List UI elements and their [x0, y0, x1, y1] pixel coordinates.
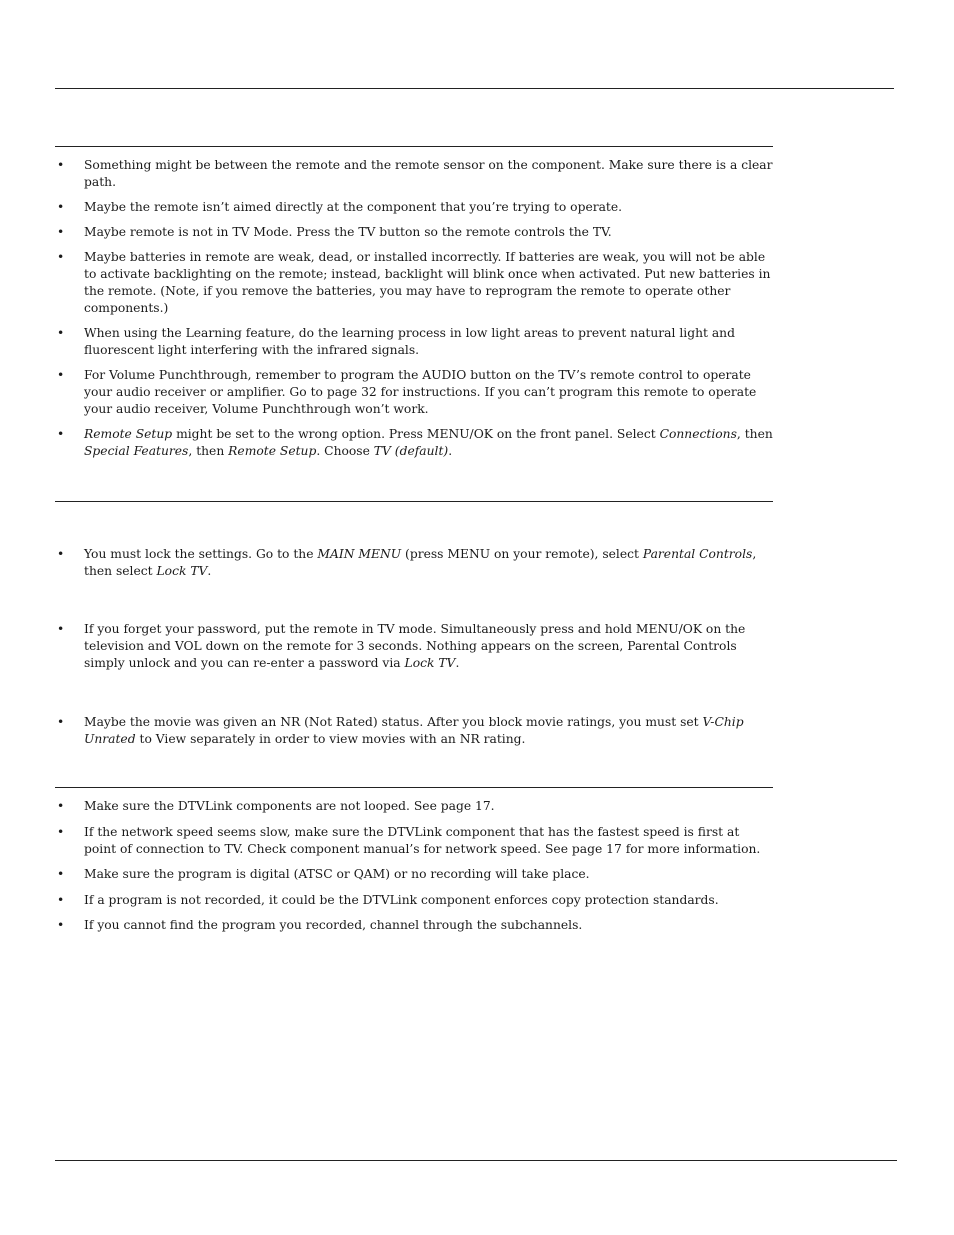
bullet-icon: •	[57, 918, 65, 932]
list-item-text: Make sure the DTVLink components are not looped. See page 17.	[84, 799, 495, 813]
bullet-icon: •	[57, 867, 65, 881]
remote-troubleshooting-list	[55, 157, 773, 468]
bullet-icon: •	[57, 547, 65, 561]
bullet-icon: •	[57, 892, 65, 907]
list-item	[55, 224, 773, 241]
list-item	[55, 621, 773, 672]
section-rule-parental-controls	[55, 501, 773, 502]
list-item	[55, 892, 773, 909]
list-item-text: If a program is not recorded, it could be the DTVLink component enforces copy protection standards.	[84, 892, 719, 907]
list-item-text: You must lock the settings. Go to the MAIN MENU (press MENU on your remote), select Parental Controls, then select Lock TV.	[84, 547, 757, 578]
list-item-text: Maybe the remote isn’t aimed directly at the component that you’re trying to operate.	[84, 200, 623, 214]
list-item	[55, 917, 773, 934]
list-item	[55, 546, 773, 580]
bullet-icon: •	[57, 200, 65, 214]
list-item-text: Remote Setup might be set to the wrong option. Press MENU/OK on the front panel. Select Connections, then Special Features, then Remote Setup. Choose TV (default).	[84, 427, 773, 458]
bullet-icon: •	[57, 715, 65, 729]
list-item	[55, 157, 773, 191]
bullet-icon: •	[57, 326, 65, 340]
bullet-icon: •	[57, 799, 65, 813]
bullet-icon: •	[57, 368, 65, 382]
section-rule-dtvlink	[55, 787, 773, 788]
list-item-text: If you cannot find the program you recorded, channel through the subchannels.	[84, 918, 583, 932]
list-item-text: Maybe the movie was given an NR (Not Rated) status. After you block movie ratings, you must set V-Chip Unrated to View separately in order to view movies with an NR rating.	[84, 715, 744, 746]
list-item	[55, 199, 773, 216]
header-rule	[55, 88, 894, 89]
parental-password-list	[55, 621, 773, 672]
footer-rule	[55, 1160, 897, 1161]
dtvlink-troubleshooting-list	[55, 798, 773, 943]
list-item	[55, 426, 773, 460]
section-rule-remote	[55, 146, 773, 147]
list-item	[55, 866, 773, 883]
list-item-text: If you forget your password, put the remote in TV mode. Simultaneously press and hold MENU/OK on the television and VOL down on the remote for 3 seconds. Nothing appears on the screen, Parental Controls simply unlock and you can re-enter a password via Lock TV.	[84, 622, 746, 670]
list-item	[55, 798, 773, 815]
bullet-icon: •	[57, 158, 65, 172]
bullet-icon: •	[57, 250, 65, 264]
bullet-icon: •	[57, 622, 65, 636]
list-item	[55, 367, 773, 418]
bullet-icon: •	[57, 427, 65, 441]
list-item-text: Maybe batteries in remote are weak, dead, or installed incorrectly. If batteries are weak, you will not be able to activate backlighting on the remote; instead, backlight will blink once when activated. Put new batteries in the remote. (Note, if you remove the batteries, you may have to reprogram the remote to operate other components.)	[84, 250, 771, 315]
list-item-text: Something might be between the remote and the remote sensor on the component. Make sure there is a clear path.	[84, 158, 773, 189]
bullet-icon: •	[57, 824, 65, 839]
bullet-icon: •	[57, 225, 65, 239]
list-item-text: Make sure the program is digital (ATSC or QAM) or no recording will take place.	[84, 867, 590, 881]
list-item-text: Maybe remote is not in TV Mode. Press the TV button so the remote controls the TV.	[84, 225, 612, 239]
list-item	[55, 824, 773, 858]
list-item	[55, 249, 773, 317]
list-item	[55, 325, 773, 359]
parental-movie-rating-list	[55, 714, 773, 748]
list-item	[55, 714, 773, 748]
list-item-text: If the network speed seems slow, make sure the DTVLink component that has the fastest speed is first at point of connection to TV. Check component manual’s for network speed. See page 17 for more information.	[84, 824, 761, 856]
list-item-text: When using the Learning feature, do the learning process in low light areas to prevent natural light and fluorescent light interfering with the infrared signals.	[84, 326, 735, 357]
parental-lock-list	[55, 546, 773, 580]
list-item-text: For Volume Punchthrough, remember to program the AUDIO button on the TV’s remote control to operate your audio receiver or amplifier. Go to page 32 for instructions. If you can’t program this remote to operate your audio receiver, Volume Punchthrough won’t work.	[84, 368, 757, 416]
